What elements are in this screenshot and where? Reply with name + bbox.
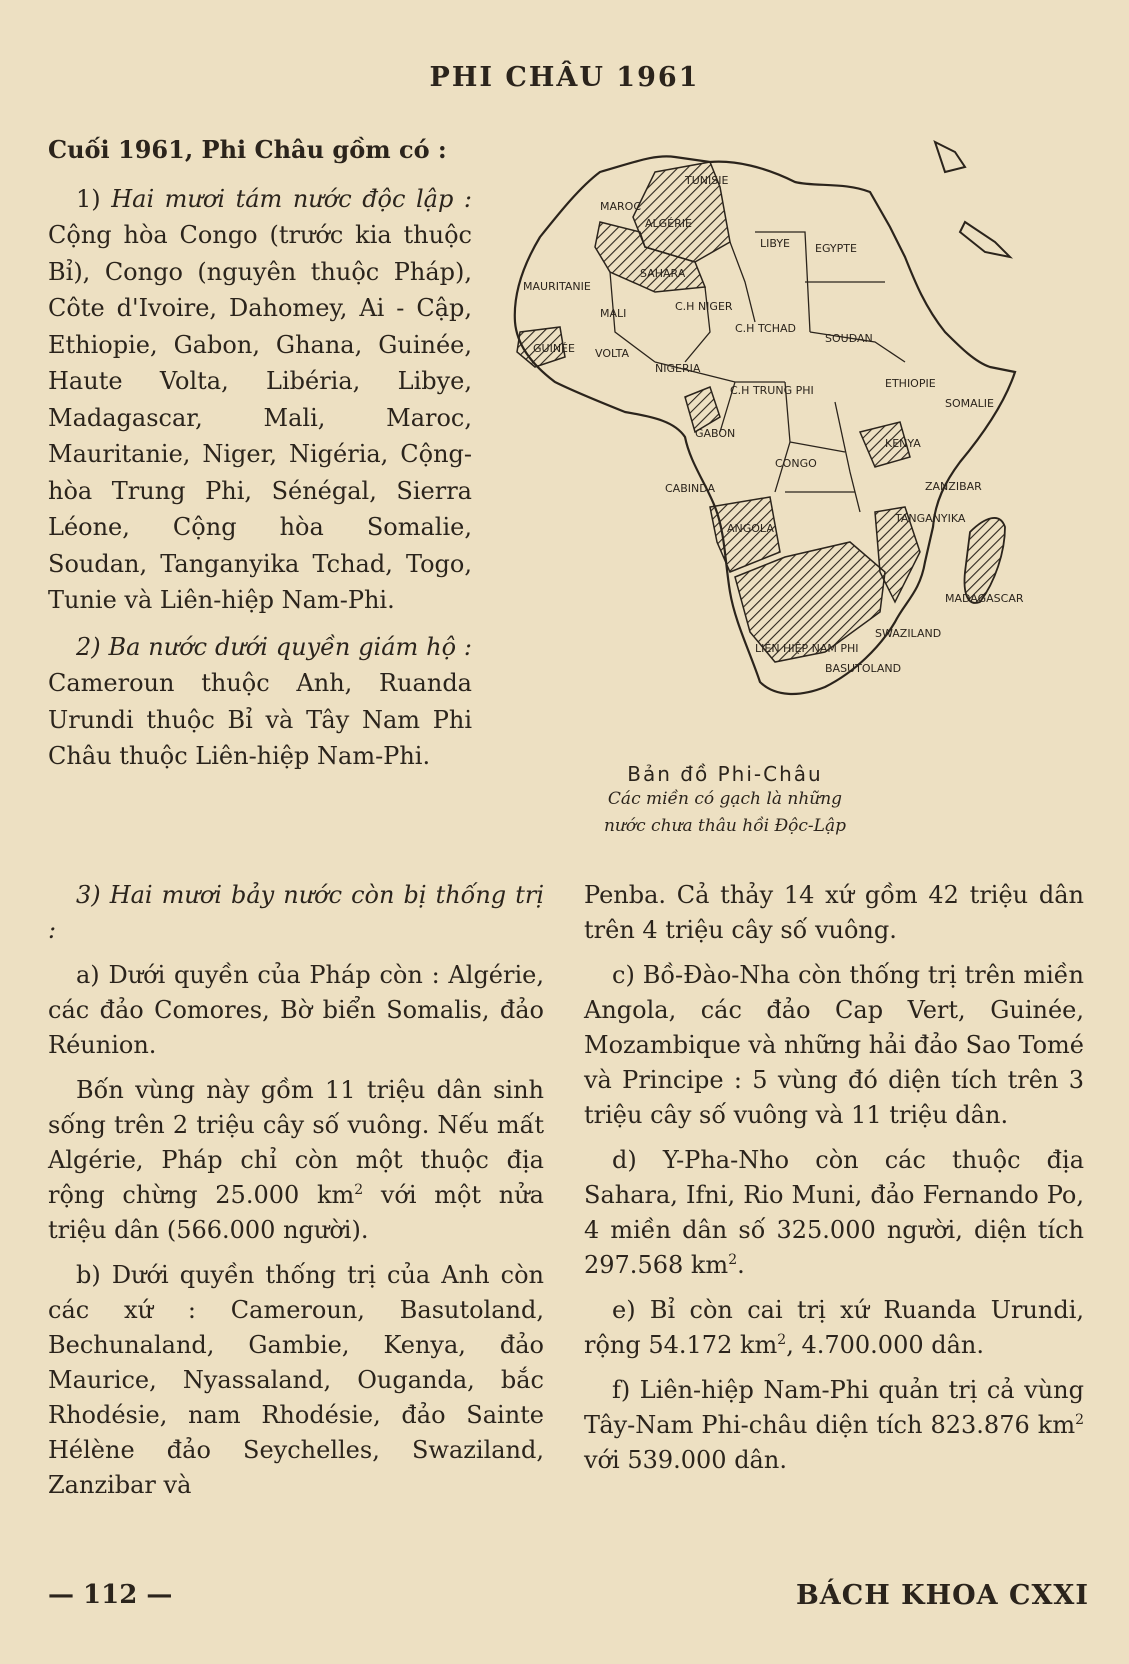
label-sahara: SAHARA: [640, 267, 686, 280]
section-3d-text: d) Y-Pha-Nho còn các thuộc địa Sahara, Ifni, Rio Muni, đảo Fernando Po, 4 miền dân số 325.000 người, diện tích 297.568 km: [584, 1146, 1084, 1279]
madagascar-island: [965, 518, 1005, 603]
bottom-right-column: [584, 878, 1084, 1488]
label-madagascar: MADAGASCAR: [945, 592, 1024, 605]
cameroun-hatch: [685, 387, 720, 432]
section-2: [48, 629, 472, 775]
map-caption-title: Bản đồ Phi-Châu: [627, 762, 823, 786]
label-somalie: SOMALIE: [945, 397, 994, 410]
superscript: 2: [1075, 1412, 1084, 1428]
section-2-number: 2): [76, 632, 101, 661]
section-3a-detail: [48, 1073, 544, 1248]
map-caption: [560, 762, 890, 840]
label-gabon: GABON: [695, 427, 736, 440]
map-caption-line-2: nước chưa thâu hồi Độc-Lập: [603, 816, 846, 836]
section-2-title: Ba nước dưới quyền giám hộ :: [108, 632, 472, 661]
section-3-title: Hai mươi bảy nước còn bị thống trị :: [48, 881, 544, 944]
section-2-body: Cameroun thuộc Anh, Ruanda Urundi thuộc Bỉ và Tây Nam Phi Châu thuộc Liên-hiệp Nam-Phi.: [48, 669, 472, 770]
label-liennamphi: LIÊN HIỆP NAM PHI: [755, 642, 859, 655]
left-column: [48, 132, 472, 785]
label-cabinda: CABINDA: [665, 482, 716, 495]
section-3a-detail-text: Bốn vùng này gồm 11 triệu dân sinh sống trên 2 triệu cây số vuông. Nếu mất Algérie, Pháp chỉ còn một thuộc địa rộng chừng 25.000 km: [48, 1076, 544, 1209]
label-libye: LIBYE: [760, 237, 790, 250]
label-tunisie: TUNISIE: [685, 174, 729, 187]
bottom-left-column: [48, 878, 544, 1513]
label-ethiopie: ETHIOPIE: [885, 377, 936, 390]
africa-map-drawing: [505, 132, 1095, 747]
section-3b-continued: Penba. Cả thảy 14 xứ gồm 42 triệu dân trên 4 triệu cây số vuông.: [584, 881, 1084, 944]
journal-name: BÁCH KHOA CXXI: [795, 1580, 1089, 1611]
section-3d: [584, 1143, 1084, 1283]
section-1-body: Cộng hòa Congo (trước kia thuộc Bỉ), Congo (nguyên thuộc Pháp), Côte d'Ivoire, Dahomey, Ai - Cập, Ethiopie, Gabon, Ghana, Guinée, Haute Volta, Libéria, Libye, Madagascar, Mali, Maroc, Mauritanie, Niger, Nigéria, Cộng-hòa Trung Phi, Sénégal, Sierra Léone, Cộng hòa Somalie, Soudan, Tanganyika Tchad, Togo, Tunie và Liên-hiệp Nam-Phi.: [48, 221, 472, 614]
map-caption-line-1: Các miền có gạch là những: [607, 789, 843, 809]
label-mauritanie: MAURITANIE: [523, 280, 591, 293]
label-basutoland: BASUTOLAND: [825, 662, 902, 675]
page-number: — 112 —: [48, 1580, 173, 1610]
superscript: 2: [728, 1252, 738, 1268]
section-3f: [584, 1373, 1084, 1478]
label-nigeria: NIGERIA: [655, 362, 701, 375]
section-3e-text: e) Bỉ còn cai trị xứ Ruanda Urundi, rộng 54.172 km: [584, 1296, 1084, 1359]
label-tchad: C.H TCHAD: [735, 322, 796, 335]
label-egypte: EGYPTE: [815, 242, 857, 255]
label-maroc: MAROC: [600, 200, 641, 213]
label-guinee: GUINÉE: [533, 342, 575, 355]
section-1-title: Hai mươi tám nước độc lập :: [111, 184, 472, 213]
label-volta: VOLTA: [595, 347, 629, 360]
africa-map: [505, 132, 1095, 747]
section-3a: a) Dưới quyền của Pháp còn : Algérie, các đảo Comores, Bờ biển Somalis, đảo Réunion.: [48, 961, 544, 1059]
label-swaziland: SWAZILAND: [875, 627, 942, 640]
label-congo: CONGO: [775, 457, 817, 470]
label-tanganyika: TANGANYIKA: [895, 512, 966, 525]
intro-line: Cuối 1961, Phi Châu gồm có :: [48, 135, 447, 164]
label-angola: ANGOLA: [727, 522, 774, 535]
superscript: 2: [777, 1332, 787, 1348]
section-1: [48, 181, 472, 619]
label-zanzibar: ZANZIBAR: [925, 480, 982, 493]
label-soudan: SOUDAN: [825, 332, 873, 345]
superscript: 2: [354, 1182, 364, 1198]
label-mali: MALI: [600, 307, 627, 320]
section-3-heading: [48, 878, 544, 948]
section-3c: c) Bồ-Đào-Nha còn thống trị trên miền Angola, các đảo Cap Vert, Guinée, Mozambique và những hải đảo Sao Tomé và Principe : 5 vùng đó diện tích trên 3 triệu cây số vuông và 11 triệu dân.: [584, 961, 1084, 1129]
section-3-number: 3): [76, 881, 101, 909]
page-header: PHI CHÂU 1961: [429, 62, 700, 93]
section-1-number: 1): [76, 184, 101, 213]
section-3f-text: f) Liên-hiệp Nam-Phi quản trị cả vùng Tây-Nam Phi-châu diện tích 823.876 km: [584, 1376, 1084, 1439]
section-3d-end: .: [737, 1251, 745, 1279]
section-3f-end: với 539.000 dân.: [584, 1446, 787, 1474]
label-algerie: ALGÉRIE: [645, 217, 692, 230]
label-trungphi: C.H TRUNG PHI: [730, 384, 814, 397]
section-3a-detail-end: với một nửa triệu dân (566.000 người).: [48, 1181, 544, 1244]
section-3e-end: , 4.700.000 dân.: [786, 1331, 984, 1359]
sinai-coast: [935, 142, 965, 172]
section-3e: [584, 1293, 1084, 1363]
label-niger: C.H NIGER: [675, 300, 733, 313]
section-3b: b) Dưới quyền thống trị của Anh còn các xứ : Cameroun, Basutoland, Bechunaland, Gambie, Kenya, đảo Maurice, Nyassaland, Ouganda, bắc Rhodésie, nam Rhodésie, đảo Sainte Hélène đảo Seychelles, Swaziland, Zanzibar và: [48, 1261, 544, 1499]
arabia-coast: [960, 222, 1010, 257]
label-kenya: KENYA: [885, 437, 921, 450]
